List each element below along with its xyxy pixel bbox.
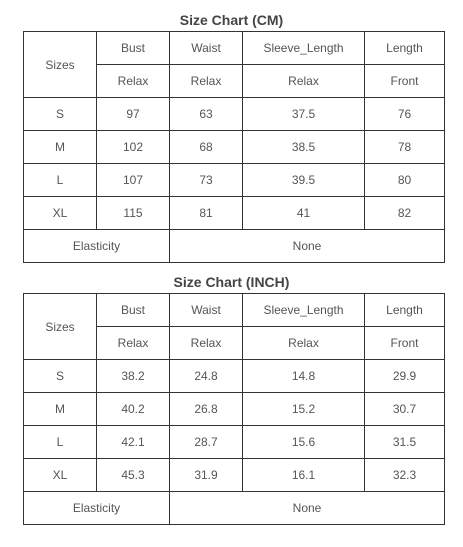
header-cell-waist: Waist bbox=[170, 294, 243, 327]
bust-cell: 97 bbox=[97, 98, 170, 131]
waist-cell: 68 bbox=[170, 131, 243, 164]
table-row bbox=[24, 426, 445, 459]
bust-cell: 40.2 bbox=[97, 393, 170, 426]
waist-cell: 28.7 bbox=[170, 426, 243, 459]
sleeve-length-cell: 16.1 bbox=[243, 459, 365, 492]
size-cell: L bbox=[24, 164, 97, 197]
bust-cell: 38.2 bbox=[97, 360, 170, 393]
table-row bbox=[24, 393, 445, 426]
header-row bbox=[24, 294, 445, 327]
subheader-cell-bust: Relax bbox=[97, 327, 170, 360]
sleeve-length-cell: 37.5 bbox=[243, 98, 365, 131]
size-cell: M bbox=[24, 131, 97, 164]
waist-cell: 63 bbox=[170, 98, 243, 131]
size-table-inch bbox=[23, 293, 445, 525]
table-row bbox=[24, 459, 445, 492]
waist-cell: 31.9 bbox=[170, 459, 243, 492]
size-cell: L bbox=[24, 426, 97, 459]
subheader-cell-sleeve-length: Relax bbox=[243, 65, 365, 98]
table-row bbox=[24, 360, 445, 393]
table-row bbox=[24, 131, 445, 164]
size-cell: S bbox=[24, 98, 97, 131]
header-cell-waist: Waist bbox=[170, 32, 243, 65]
subheader-cell-waist: Relax bbox=[170, 327, 243, 360]
size-cell: S bbox=[24, 360, 97, 393]
sleeve-length-cell: 38.5 bbox=[243, 131, 365, 164]
header-cell-sizes: Sizes bbox=[24, 294, 97, 360]
header-cell-sleeve-length: Sleeve_Length bbox=[243, 32, 365, 65]
subheader-cell-length: Front bbox=[365, 65, 445, 98]
length-cell: 78 bbox=[365, 131, 445, 164]
elasticity-row bbox=[24, 230, 445, 263]
chart-title-cm: Size Chart (CM) bbox=[179, 12, 284, 28]
waist-cell: 24.8 bbox=[170, 360, 243, 393]
table-row bbox=[24, 164, 445, 197]
sleeve-length-cell: 15.2 bbox=[243, 393, 365, 426]
size-table-cm bbox=[23, 31, 445, 263]
subheader-cell-bust: Relax bbox=[97, 65, 170, 98]
length-cell: 30.7 bbox=[365, 393, 445, 426]
subheader-cell-waist: Relax bbox=[170, 65, 243, 98]
bust-cell: 45.3 bbox=[97, 459, 170, 492]
elasticity-row bbox=[24, 492, 445, 525]
subheader-cell-sleeve-length: Relax bbox=[243, 327, 365, 360]
header-row bbox=[24, 32, 445, 65]
sleeve-length-cell: 41 bbox=[243, 197, 365, 230]
length-cell: 82 bbox=[365, 197, 445, 230]
header-cell-sleeve-length: Sleeve_Length bbox=[243, 294, 365, 327]
elasticity-label: Elasticity bbox=[24, 230, 170, 263]
waist-cell: 73 bbox=[170, 164, 243, 197]
waist-cell: 26.8 bbox=[170, 393, 243, 426]
waist-cell: 81 bbox=[170, 197, 243, 230]
sleeve-length-cell: 39.5 bbox=[243, 164, 365, 197]
header-cell-bust: Bust bbox=[97, 294, 170, 327]
length-cell: 76 bbox=[365, 98, 445, 131]
size-cell: XL bbox=[24, 459, 97, 492]
bust-cell: 115 bbox=[97, 197, 170, 230]
sleeve-length-cell: 14.8 bbox=[243, 360, 365, 393]
bust-cell: 42.1 bbox=[97, 426, 170, 459]
elasticity-label: Elasticity bbox=[24, 492, 170, 525]
table-row bbox=[24, 98, 445, 131]
header-cell-sizes: Sizes bbox=[24, 32, 97, 98]
bust-cell: 102 bbox=[97, 131, 170, 164]
bust-cell: 107 bbox=[97, 164, 170, 197]
header-cell-bust: Bust bbox=[97, 32, 170, 65]
length-cell: 31.5 bbox=[365, 426, 445, 459]
subheader-cell-length: Front bbox=[365, 327, 445, 360]
sleeve-length-cell: 15.6 bbox=[243, 426, 365, 459]
length-cell: 29.9 bbox=[365, 360, 445, 393]
header-cell-length: Length bbox=[365, 294, 445, 327]
elasticity-value: None bbox=[170, 492, 445, 525]
length-cell: 32.3 bbox=[365, 459, 445, 492]
size-cell: XL bbox=[24, 197, 97, 230]
table-row bbox=[24, 197, 445, 230]
chart-title-inch: Size Chart (INCH) bbox=[173, 274, 290, 290]
header-cell-length: Length bbox=[365, 32, 445, 65]
elasticity-value: None bbox=[170, 230, 445, 263]
length-cell: 80 bbox=[365, 164, 445, 197]
size-cell: M bbox=[24, 393, 97, 426]
